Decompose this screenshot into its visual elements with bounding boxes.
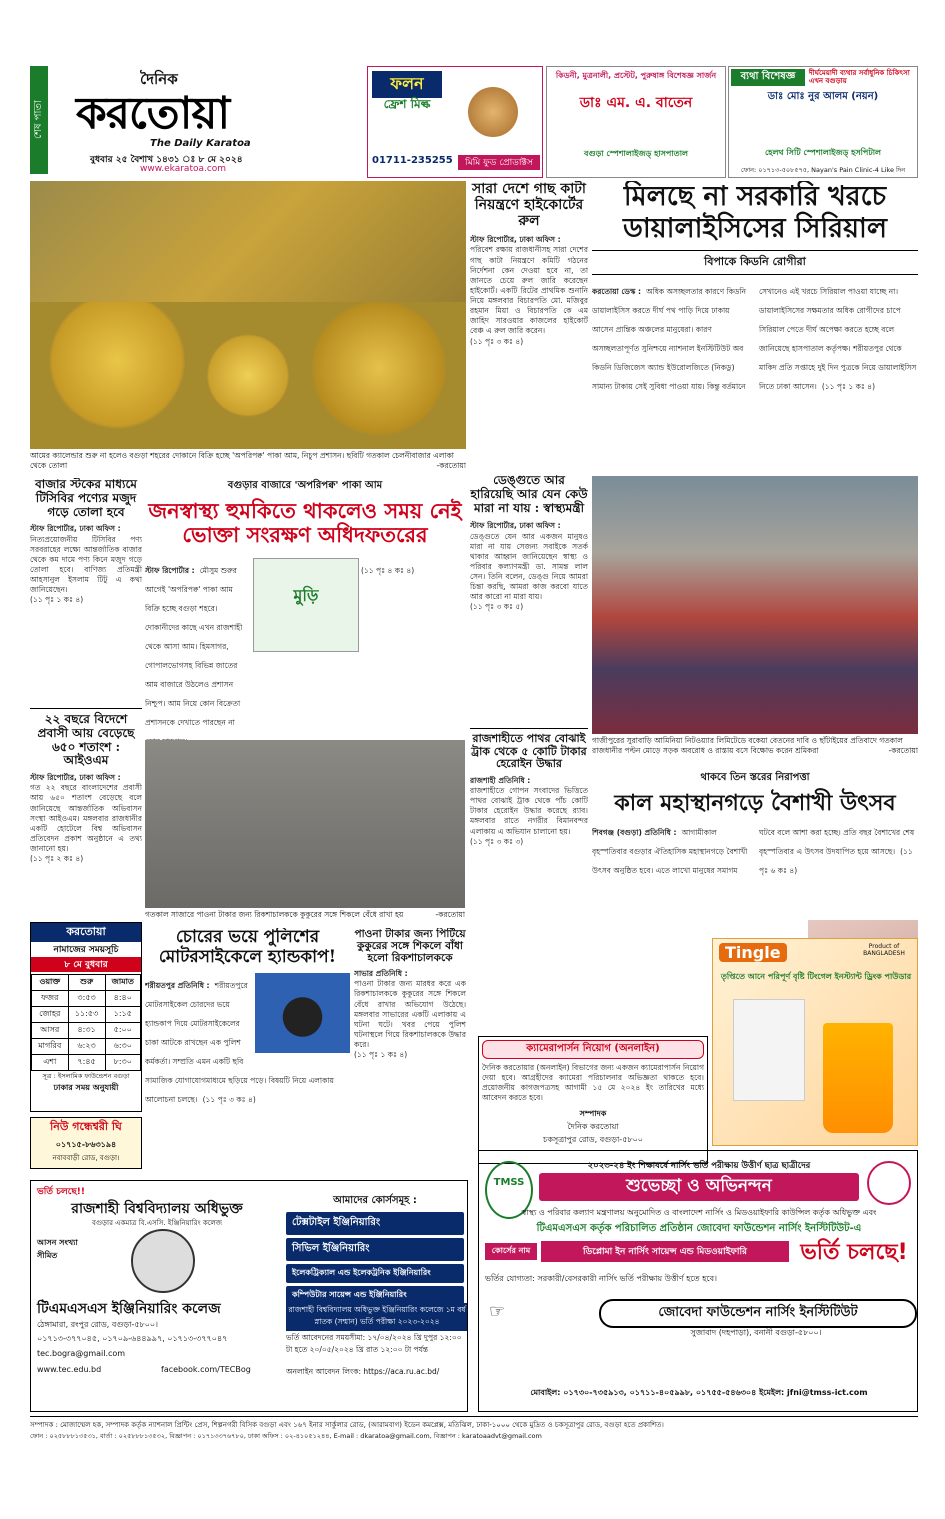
prayer-note: সূত্র : ইসলামিক ফাউন্ডেশন বগুড়া bbox=[42, 1072, 130, 1080]
imprint-line1: সম্পাদক : মোজাম্মেল হক, সম্পাদক কর্তৃক ন্যাশনাল প্রিন্টিং প্রেস, শিল্পনগরী বিসিক বগুড়া এবং ১৬৭ ইনার সার্কুলার রোড, (আরামবাগ) ইডেন কমপ্লেক্স, মতিঝিল, ঢাকা-১০০০ থেকে মুদ্রিত ও চকসূত্রাপুর রোড, বগুড়া হতে প্রকাশিত। bbox=[30, 1421, 664, 1429]
prayer-cell: এশা bbox=[32, 1055, 69, 1071]
dengue-byline: স্টাফ রিপোর্টার, ঢাকা অফিস : bbox=[470, 521, 561, 531]
lead-byline: করতোয়া ডেস্ক : bbox=[592, 286, 641, 296]
prayer-cell: আসর bbox=[32, 1023, 69, 1039]
dog-continue: (১১ পৃঃ ১ কঃ ৪) bbox=[354, 1050, 408, 1060]
brand-logo: করতোয়া bbox=[76, 88, 230, 139]
college-online[interactable]: অনলাইন আবেদন লিংক: https://aca.ru.ac.bd/ bbox=[286, 1367, 440, 1376]
mango-headline: জনস্বাস্থ্য হুমকিতে থাকলেও সময় নেই ভোক্তা সংরক্ষণ অধিদফতরের bbox=[148, 498, 462, 548]
course-item: সিভিল ইঞ্জিনিয়ারিং bbox=[286, 1238, 464, 1261]
college-seats: আসন সংখ্যা সীমিত bbox=[37, 1238, 78, 1260]
ghee-address: নবাববাড়ী রোড, বগুড়া। bbox=[52, 1154, 120, 1162]
course-item: টেক্সটাইল ইঞ্জিনিয়ারিং bbox=[286, 1212, 464, 1235]
prayer-header: ওয়াক্ত bbox=[32, 975, 69, 991]
doc1-hospital: বগুড়া স্পেশালাইজড্ হাসপাতাল bbox=[584, 149, 688, 158]
nursing-ad bbox=[478, 1150, 918, 1412]
nursing-contacts: মোবাইল: ০১৭৩০-৭৩৫৯১৩, ০১৭১১-৪০৫৯৯৮, ০১৭৫৫-৫৪৬৩০৪ ইমেইল: jfni@tmss-ict.com bbox=[530, 1388, 868, 1397]
handcuff-byline: শরীয়তপুর প্রতিনিধি : bbox=[145, 981, 210, 991]
doc2-head: ব্যথা বিশেষজ্ঞ bbox=[731, 69, 805, 86]
prayer-cell: ফজর bbox=[32, 991, 69, 1007]
college-web[interactable]: www.tec.edu.bd bbox=[37, 1365, 102, 1374]
masthead bbox=[30, 66, 360, 176]
doc1-head: কিডনী, মুত্রনালী, প্রস্টেট, পুরুষাঙ্গ বিশেষজ্ঞ সার্জন bbox=[555, 71, 717, 80]
mango-photo bbox=[30, 181, 466, 449]
falon-milk-ad bbox=[367, 66, 543, 178]
lead-body: অধিক অসচ্ছলতার কারণে কিডনি ডায়ালাইসিস করতে দীর্ঘ পথ পাড়ি দিয়ে ঢাকায় আসেন প্রান্তিক অঞ্চলের মানুষেরা। কারণ অসচ্ছলতাপূর্ণত সুনিশ্চয়ে ন্যাশনাল ইনস্টিটিউট অব কিডনি ডিজিজেস অ্যান্ড ইউরোলজিতে (নিকডু) সামান্য টাকায় সেই সুবিধা পাওয়া যায়। কিন্তু বর্তমানে সেখানেও এই খরচে সিরিয়াল পাওয়া যাচ্ছে না। ডায়ালাইসিসের সক্ষমতার অধিক রোগীদের চাপে সিরিয়াল পেতে দীর্ঘ অপেক্ষা করতে হচ্ছে বলে জানিয়েছে হাসপাতাল কর্তৃপক্ষ। শরীয়তপুর থেকে মাকিদ প্রতি সপ্তাহে দুই দিন পুত্রকে নিয়ে ডায়ালাইসিস নিতে ঢাকা আসেন। bbox=[592, 286, 917, 391]
prayer-date: ৮ মে বুধবার bbox=[31, 957, 141, 972]
bazar-story bbox=[30, 478, 142, 706]
protest-caption bbox=[592, 736, 918, 766]
brand-small: দৈনিক bbox=[140, 70, 178, 88]
tingle-tag: তৃপ্তিতে আনে পরিপূর্ণ বৃষ্টি টিংগেল ইনস্ট্যান্ট ড্রিংক পাউডার bbox=[720, 972, 912, 981]
festival-kicker: থাকবে তিন স্তরের নিরাপত্তা bbox=[700, 772, 810, 783]
nursing-admission: ভর্তি চলছে! bbox=[800, 1240, 908, 1265]
lead-story bbox=[592, 181, 918, 473]
tree-byline: স্টাফ রিপোর্টার, ঢাকা অফিস : bbox=[470, 235, 561, 245]
camera-sign2: দৈনিক করতোয়া bbox=[567, 1121, 619, 1131]
pain-specialist-ad bbox=[728, 66, 918, 178]
prayer-table bbox=[31, 974, 141, 1071]
nursing-course: ডিপ্লোমা ইন নার্সিং সায়েন্স এন্ড মিডওয়াইফারি bbox=[541, 1241, 789, 1262]
dengue-body: ডেঙ্গুতে যেন আর একজন মানুষও মারা না যায় সেজন্য সবাইকে সতর্ক থাকার আহ্বান জানিয়েছেন স্বাস্থ্য ও পরিবার কল্যাণমন্ত্রী ডা. সামন্ত লাল সেন। তিনি বলেন, ডেঙ্গু নিয়ে আমরা চিন্তা করছি, আমরা কাজ করবো যাতে আর কারো না মারা যায়। bbox=[470, 531, 588, 602]
nursing-line2: স্বাস্থ্য ও পরিবার কল্যাণ মন্ত্রণালয় অনুমোদিত ও বাংলাদেশ নার্সিং ও মিডওয়াইফারি কাউন্সিল কর্তৃক অধিভুক্ত এবং bbox=[521, 1208, 877, 1217]
pointing-hand-icon: ☞ bbox=[489, 1301, 506, 1322]
dateline: বুধবার ২৫ বৈশাখ ১৪৩১ ঃ ৮ মে ২০২৪ bbox=[90, 155, 243, 165]
college-deadline: ভর্তি আবেদনের সময়সীমা: ১৭/০৪/২০২৪ খ্রি দুপুর ১২:০০ টা হতে ২০/০৫/২০২৪ খ্রি রাত ১২:০০ টা পর্যন্ত bbox=[286, 1333, 462, 1354]
dengue-continue: (১১ পৃঃ ৩ কঃ ৫) bbox=[470, 602, 524, 612]
prayer-cell: ৪:৪০ bbox=[105, 991, 140, 1007]
site-url[interactable]: www.ekaratoa.com bbox=[140, 164, 227, 174]
camera-body: দৈনিক করতোয়ার (অনলাইন) বিভাগের জন্য একজন ক্যামেরাপার্সন নিয়োগ দেয়া হবে। আগ্রহীদের ক্যামেরা পরিচালনার অভিজ্ঞতা থাকতে হবে। প্রয়োজনীয় কাগজপত্রসহ আগামী ১৫ মে ২০২৪ ইং তারিখের মধ্যে আবেদন করতে হবে। bbox=[482, 1063, 704, 1103]
tmss-logo: TMSS bbox=[485, 1161, 533, 1219]
prayer-title: নামাজের সময়সূচি bbox=[53, 945, 119, 955]
prayer-brand: করতোয়া bbox=[31, 923, 141, 942]
prayer-footer: ঢাকার সময় অনুযায়ী bbox=[53, 1083, 119, 1092]
prayer-times bbox=[30, 922, 142, 1112]
handcuff-continue: (১১ পৃঃ ৩ কঃ ৪) bbox=[202, 1095, 256, 1105]
side-label: শেষ পাতা bbox=[30, 66, 48, 174]
rajshahi-headline: রাজশাহীতে পাথর বোঝাই ট্রাক থেকে ৫ কোটি টাকার হেরোইন উদ্ধার bbox=[471, 732, 587, 771]
dog-byline: সাভার প্রতিনিধি : bbox=[354, 969, 408, 979]
bazar-headline: বাজার স্টকের মাধ্যমে টিসিবির পণ্যের মজুদ গড়ে তোলা হবে bbox=[35, 478, 137, 519]
handcuff-body: শরীয়তপুরে মোটরসাইকেল চোরদের ভয়ে হ্যান্ডকাপ দিয়ে মোটরসাইকেলের চাকা আটকে রাখছেন এক পুলিশ কর্মকর্তা। সম্প্রতি এমন একটি ছবি সামাজিক যোগাযোগমাধ্যমে ছড়িয়ে পড়ে। বিষয়টি নিয়ে এলাকায় আলোচনা চলছে। bbox=[145, 981, 334, 1105]
ghee-brand: নিউ গন্ধেশ্বরী ঘি bbox=[50, 1120, 122, 1133]
college-sub: বগুড়ার একমাত্র বি.এসসি. ইঞ্জিনিয়ারিং কলেজ bbox=[91, 1219, 223, 1227]
handcuff-headline: চোরের ভয়ে পুলিশের মোটরসাইকেলে হ্যান্ডকাপ! bbox=[158, 928, 337, 967]
college-top: ভর্তি চলছে!! bbox=[37, 1187, 86, 1197]
bazar-body: নিত্যপ্রয়োজনীয় টিসিবির পণ্য সরবরাহের লক্ষ্যে আন্তর্জাতিক বাজার থেকে কম দামে পণ্য কিনে মজুদ গড়ে তোলা হবে। বাণিজ্য প্রতিমন্ত্রী আহসানুল ইসলাম টিটু এ কথা জানিয়েছেন। bbox=[30, 534, 142, 595]
bazar-continue: (১১ পৃঃ ১ কঃ ৪) bbox=[30, 595, 84, 605]
expat-story bbox=[30, 708, 142, 918]
prayer-cell: ৬:২৩ bbox=[68, 1039, 105, 1055]
dengue-headline: ডেঙ্গুতে আর হারিয়েছি আর যেন কেউ মারা না যায় : স্বাস্থ্যমন্ত্রী bbox=[470, 474, 588, 515]
prayer-cell: ৫:০০ bbox=[105, 1023, 140, 1039]
tingle-pack-image bbox=[733, 999, 805, 1101]
brand-english: The Daily Karatoa bbox=[150, 138, 251, 149]
tree-headline: সারা দেশে গাছ কাটা নিয়ন্ত্রণে হাইকোর্টের রুল bbox=[472, 181, 586, 230]
tree-story bbox=[470, 181, 588, 471]
nursing-line1: ২০২৩-২৪ ইং শিক্ষাবর্ষে নার্সিং ভর্তি পরীক্ষায় উত্তীর্ণ ছাত্র ছাত্রীদের bbox=[587, 1161, 811, 1171]
camera-ad bbox=[478, 1036, 708, 1164]
mango-continue: (১১ পৃঃ ৪ কঃ ৪) bbox=[361, 566, 415, 575]
protest-caption-text: গাজীপুরের সুরাবাড়ি আমিনিয়া নিটওয়্যার লিমিটেডে বকেয়া বেতনের দাবি ও ছাঁটাইয়ের প্রতিবাদে গতকাল রাজধানীর পল্টন মোড়ে সড়ক অবরোধ ও রাস্তায় বসে বিক্ষোভ করেন শ্রমিকরা bbox=[592, 736, 903, 755]
ghee-ad bbox=[30, 1117, 142, 1169]
doc2-hospital: হেলথ সিটি স্পেশালাইজড্ হসপিটাল bbox=[765, 148, 881, 157]
chain-caption-text: গতকাল সাজারে পাওনা টাকার জন্য রিকশাচালককে কুকুরের সঙ্গে শিকলে বেঁধে রাখা হয় bbox=[145, 910, 404, 919]
doc2-tag: দীর্ঘমেয়াদী ব্যথার সর্বাধুনিক চিকিৎসা এখন বগুড়ায় bbox=[809, 69, 910, 86]
course-item: ইলেকট্রিক্যাল এন্ড ইলেকট্রনিক ইঞ্জিনিয়ারিং bbox=[286, 1264, 464, 1283]
college-logo bbox=[131, 1229, 195, 1293]
dog-body: পাওনা টাকার জন্য মারধর করে এক রিকশাচালককে কুকুরের সঙ্গে শিকলে বেঁধে রাখার অভিযোগ উঠেছে। মঙ্গলবার সাভারের একটি এলাকায় এ ঘটনা ঘটে। খবর পেয়ে পুলিশ ঘটনাস্থলে গিয়ে রিকশাচালককে উদ্ধার করে। bbox=[354, 979, 466, 1050]
doc2-name: ডাঃ মোঃ নুর আলম (নয়ন) bbox=[767, 91, 879, 102]
mango-body: মৌসুম শুরুর আগেই 'অপরিপক্ব' পাকা আম বিক্রি হচ্ছে বগুড়া শহরে। দোকানীদের কাছে এখন রাজশাহী থেকে আসা আম। হিমসাগর, গোপালভোগসহ বিভিন্ন জাতের আম বাজারে উঠলেও প্রশাসন নিশ্চুপ। আম নিয়ে কোন বিক্রেতা প্রশাসনকে দেখাতে পারছেন না bbox=[145, 566, 243, 727]
nursing-course-tag: কোর্সের নাম bbox=[485, 1243, 537, 1260]
falon-phone: 01711-235255 bbox=[372, 155, 453, 166]
prayer-header: জামাত bbox=[105, 975, 140, 991]
mango-pile bbox=[30, 302, 466, 449]
mango-photo-caption bbox=[30, 451, 466, 475]
mango-byline: স্টাফ রিপোর্টার : bbox=[145, 566, 195, 575]
rajshahi-continue: (১১ পৃঃ ৩ কঃ ৩) bbox=[470, 836, 524, 846]
tree-body: পরিবেশ রক্ষায় রাজধানীসহ সারা দেশের গাছ কাটা নিয়ন্ত্রণে কমিটি গঠনের নির্দেশনা কেন দেওয়া হবে না, তা জানতে চেয়ে রুল জারি করেছেন হাইকোর্ট। একটি রিটের প্রাথমিক শুনানি নিয়ে মঙ্গলবার বিচারপতি মো. মজিবুর রহমান মিয়া ও বিচারপতি কে এম জাহিদ সারওয়ার কাজলের হাইকোর্ট বেঞ্চ এ রুল জারি করেন। bbox=[470, 245, 588, 336]
mango-caption-text: আমের ক্যালেন্ডার শুরু না হলেও বগুড়া শহরের দোকানে বিক্রি হচ্ছে 'অপরিপক্ব' পাকা আম, নিচুপ প্রশাসন। ছবিটি গতকাল চেলনীবাজার এলাকা থেকে তোলা bbox=[30, 451, 454, 470]
handcuff-story bbox=[145, 928, 350, 1174]
camera-sign3: চকসূত্রাপুর রোড, বগুড়া-৫৮০০ bbox=[543, 1134, 643, 1144]
college-phones: ০১৭১৩-৩৭৭০৪৫, ০১৭০৯-৬৪৪৯৯৭, ০১৭১৩-৩৭৭০৪৭ bbox=[37, 1334, 228, 1343]
mango-caption-credit: -করতোয়া bbox=[436, 460, 466, 470]
college-uni: রাজশাহী বিশ্ববিদ্যালয় অধিভুক্ত bbox=[71, 1201, 243, 1217]
camera-title: ক্যামেরাপার্সন নিয়োগ (অনলাইন) bbox=[482, 1040, 704, 1059]
mango-product bbox=[253, 558, 359, 652]
falon-company: মিমি ফুড প্রোডাক্টস bbox=[458, 155, 540, 170]
prayer-cell: ৩:৫৩ bbox=[68, 991, 105, 1007]
prayer-cell: ৬:৩০ bbox=[105, 1039, 140, 1055]
expat-continue: (১১ পৃঃ ২ কঃ ৪) bbox=[30, 854, 84, 864]
rajshahi-byline: রাজশাহী প্রতিনিধি : bbox=[470, 775, 531, 785]
motorbike-photo bbox=[255, 973, 350, 1053]
lead-headline: মিলছে না সরকারি খরচে ডায়ালাইসিসের সিরিয়াল bbox=[623, 181, 887, 245]
prayer-cell: মাগরিব bbox=[32, 1039, 69, 1055]
expat-byline: স্টাফ রিপোর্টার, ঢাকা অফিস : bbox=[30, 773, 121, 783]
biscuit-image bbox=[468, 87, 518, 137]
college-email[interactable]: tec.bogra@gmail.com bbox=[37, 1349, 126, 1358]
festival-continue: (১১ পৃঃ ৬ কঃ ৪) bbox=[759, 847, 913, 876]
falon-sub: ফ্রেশ মিল্ক bbox=[383, 97, 431, 111]
nursing-line3: টিএমএসএস কর্তৃক পরিচালিত প্রতিষ্ঠান জোবেদা ফাউন্ডেশন নার্সিং ইনস্টিটিউট-এ bbox=[536, 1223, 862, 1234]
expat-body: গত ২২ বছরে বাংলাদেশের প্রবাসী আয় ৬৫০ শতাংশ বেড়েছে বলে জানিয়েছে আন্তর্জাতিক অভিবাসন সংস্থা আইওএম। মঙ্গলবার রাজধানীর একটি হোটেলে বিশ্ব অভিবাসন প্রতিবেদন প্রকাশ অনুষ্ঠানে এ তথ্য জানানো হয়। bbox=[30, 783, 142, 854]
imprint-line2: ফোন : ০২৫৮৮৮১৩৫৩১, বার্তা : ০২৫৮৮৮১৩৫৩২, বিজ্ঞাপন : ০১৭১৩৩৭৬৭৮০, ঢাকা অফিস : ০২-৪১০৫১২৪৪, E-mail : dkaratoa@gmail.com, বিজ্ঞাপন : karatoaadvt@gmail.com bbox=[30, 1432, 542, 1440]
college-exam: রাজশাহী বিশ্ববিদ্যালয় অধিভুক্ত ইঞ্জিনিয়ারিং কলেজে ১ম বর্ষ স্নাতক (সম্মান) ভর্তি পরীক্ষা ২০২৩-২০২৪ bbox=[286, 1303, 468, 1331]
college-fb[interactable]: facebook.com/TECBog bbox=[161, 1365, 251, 1374]
prayer-cell: জোহর bbox=[32, 1007, 69, 1023]
nursing-inst-address: সুজাবাদ (দহপাড়া), বনানী বগুড়া-৫৮০০। bbox=[690, 1328, 822, 1337]
camera-sign1: সম্পাদক bbox=[579, 1108, 607, 1118]
doc2-footer: ফোন: ০১৭১৩-৫০৮৫৭৫, Nayan's Pain Clinic-4 Like দিন bbox=[740, 166, 906, 174]
college-name: টিএমএসএস ইঞ্জিনিয়ারিং কলেজ bbox=[37, 1301, 221, 1317]
falon-brand: ফলন bbox=[372, 71, 442, 98]
festival-body: আগামীকাল বৃহস্পতিবার বগুড়ার ঐতিহাসিক মহাস্থানগড়ে বৈশাখী উৎসব অনুষ্ঠিত হবে। এতে লাখো মানুষের সমাগম ঘটবে বলে আশা করা হচ্ছে। প্রতি বছর বৈশাখের শেষ বৃহস্পতিবার এ উৎসব উদযাপিত হয়ে আসছে। bbox=[592, 828, 915, 876]
imprint bbox=[30, 1416, 918, 1448]
course-item: কম্পিউটার সায়েন্স এন্ড ইঞ্জিনিয়ারিং bbox=[286, 1286, 464, 1305]
tingle-glass-image bbox=[823, 1023, 893, 1133]
nursing-emblem bbox=[867, 1161, 911, 1205]
chain-caption-credit: -করতোয়া bbox=[435, 910, 465, 919]
chain-caption bbox=[145, 910, 465, 924]
nursing-eligibility: ভর্তির যোগ্যতা: সরকারী/বেসরকারী নার্সিং ভর্তি পরীক্ষায় উত্তীর্ণ হতে হবে। bbox=[485, 1274, 717, 1283]
dog-story bbox=[354, 928, 466, 1174]
prayer-cell: ৪:৩১ bbox=[68, 1023, 105, 1039]
prayer-cell: ৮:৩০ bbox=[105, 1055, 140, 1071]
ghee-phone: ০১৭১৫-৮৬৩১৯৪ bbox=[55, 1140, 117, 1149]
expat-headline: ২২ বছরে বিদেশে প্রবাসী আয় বেড়েছে ৬৫০ শতাংশ : আইওএম bbox=[37, 712, 135, 768]
rajshahi-body: রাজশাহীতে গোপন সংবাদের ভিত্তিতে পাথর বোঝাই ট্রাক থেকে পাঁচ কোটি টাকার হেরোইন উদ্ধার করেছে র‌্যাব। মঙ্গলবার রাতে নগরীর বিমানবন্দর এলাকায় এ অভিযান চালানো হয়। bbox=[470, 786, 588, 836]
lead-continue: (১১ পৃঃ ১ কঃ ৪) bbox=[821, 381, 876, 391]
college-address: ঠেঙ্গামারা, রংপুর রোড, বগুড়া-৫৮০০। bbox=[37, 1320, 158, 1329]
product-label: মুড়ি bbox=[293, 586, 319, 605]
college-ad bbox=[30, 1180, 468, 1412]
dengue-story bbox=[470, 474, 588, 724]
nursing-institute: জোবেদা ফাউন্ডেশন নার্সিং ইনস্টিটিউট bbox=[599, 1299, 917, 1328]
courses-title: আমাদের কোর্সসমূহ : bbox=[333, 1195, 417, 1206]
nursing-greeting: শুভেচ্ছা ও অভিনন্দন bbox=[539, 1173, 859, 1201]
prayer-cell: ১:১৫ bbox=[105, 1007, 140, 1023]
prayer-cell: ১১:৫৩ bbox=[68, 1007, 105, 1023]
tingle-brand: Tingle bbox=[719, 943, 787, 962]
prayer-header: শুরু bbox=[68, 975, 105, 991]
urology-doctor-ad bbox=[546, 66, 726, 178]
tingle-company: Product of BANGLADESH bbox=[863, 943, 905, 957]
protest-caption-credit: -করতোয়া bbox=[888, 745, 918, 755]
prayer-cell: ৭:৪৫ bbox=[68, 1055, 105, 1071]
protest-photo bbox=[592, 476, 918, 734]
mango-kicker: বগুড়ার বাজারে 'অপরিপক্ব' পাকা আম bbox=[227, 480, 383, 491]
doc1-name: ডাঃ এম. এ. বাতেন bbox=[579, 95, 693, 111]
bazar-byline: স্টাফ রিপোর্টার, ঢাকা অফিস : bbox=[30, 524, 121, 534]
dog-headline: পাওনা টাকার জন্য পিটিয়ে কুকুরের সঙ্গে শিকলে বাঁধা হলো রিকশাচালককে bbox=[354, 928, 466, 965]
festival-byline: শিবগঞ্জ (বগুড়া) প্রতিনিধি : bbox=[592, 828, 677, 838]
festival-headline: কাল মহাস্থানগড়ে বৈশাখী উৎসব bbox=[614, 790, 896, 816]
chain-photo bbox=[145, 740, 465, 908]
tree-continue: (১১ পৃঃ ৩ কঃ ৪) bbox=[470, 336, 524, 346]
lead-subhead: বিপাকে কিডনি রোগীরা bbox=[592, 250, 918, 275]
tingle-ad bbox=[712, 938, 918, 1146]
